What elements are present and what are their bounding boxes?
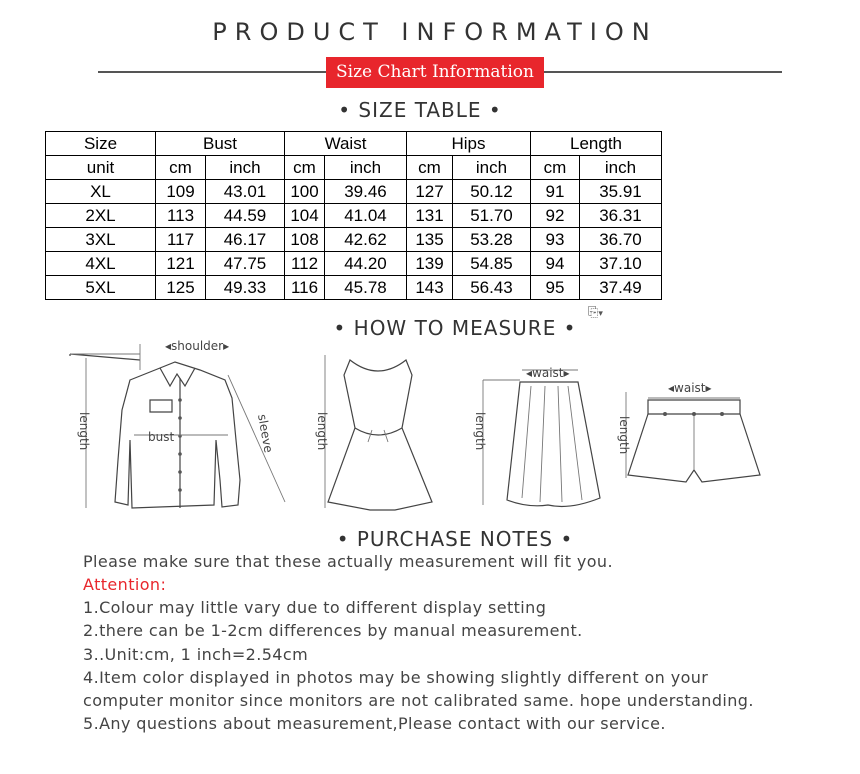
attention-label: Attention: [83, 575, 167, 594]
table-cell: 112 [285, 252, 325, 276]
table-row [46, 228, 662, 252]
table-cell: XL [46, 180, 156, 204]
table-cell: 127 [407, 180, 453, 204]
skirt-length-label: length [473, 412, 487, 451]
sleeve-label: sleeve [255, 413, 276, 454]
table-cell: 44.20 [325, 252, 407, 276]
table-cell: 4XL [46, 252, 156, 276]
note-item: computer monitor since monitors are not calibrated same. hope understanding. [83, 691, 754, 710]
table-row [46, 252, 662, 276]
table-cell: 108 [285, 228, 325, 252]
table-cell: 95 [531, 276, 580, 300]
measure-illustrations [0, 330, 860, 530]
unit-cell: inch [580, 156, 662, 180]
table-cell: 139 [407, 252, 453, 276]
table-cell: 35.91 [580, 180, 662, 204]
header-cell: Bust [156, 132, 285, 156]
unit-cell: unit [46, 156, 156, 180]
table-cell: 56.43 [453, 276, 531, 300]
table-cell: 121 [156, 252, 206, 276]
shorts-waist-label: ◂waist▸ [668, 381, 712, 395]
table-cell: 36.31 [580, 204, 662, 228]
table-cell: 94 [531, 252, 580, 276]
header-cell: Hips [407, 132, 531, 156]
dress-length-label: length [315, 412, 329, 451]
unit-cell: cm [407, 156, 453, 180]
table-cell: 53.28 [453, 228, 531, 252]
unit-cell: inch [325, 156, 407, 180]
unit-cell: cm [156, 156, 206, 180]
skirt-diagram [483, 370, 600, 506]
header-cell: Waist [285, 132, 407, 156]
unit-cell: inch [206, 156, 285, 180]
unit-cell: cm [531, 156, 580, 180]
shirt-length-label: length [77, 412, 91, 451]
table-cell: 91 [531, 180, 580, 204]
page-title: PRODUCT INFORMATION [212, 18, 658, 46]
table-cell: 46.17 [206, 228, 285, 252]
unit-cell: inch [453, 156, 531, 180]
paste-options-icon[interactable]: ⎘▾ [588, 305, 603, 320]
table-cell: 50.12 [453, 180, 531, 204]
table-cell: 45.78 [325, 276, 407, 300]
table-row [46, 204, 662, 228]
table-cell: 93 [531, 228, 580, 252]
bust-label: bust [148, 430, 175, 444]
note-item: 5.Any questions about measurement,Please contact with our service. [83, 714, 666, 733]
table-cell: 36.70 [580, 228, 662, 252]
table-cell: 3XL [46, 228, 156, 252]
table-cell: 47.75 [206, 252, 285, 276]
size-table-heading: • SIZE TABLE • [338, 98, 502, 122]
note-item: 2.there can be 1-2cm differences by manual measurement. [83, 621, 583, 640]
table-cell: 39.46 [325, 180, 407, 204]
table-cell: 51.70 [453, 204, 531, 228]
table-header-row [46, 132, 662, 156]
table-cell: 131 [407, 204, 453, 228]
table-cell: 37.49 [580, 276, 662, 300]
table-cell: 100 [285, 180, 325, 204]
table-cell: 113 [156, 204, 206, 228]
header-cell: Length [531, 132, 662, 156]
dress-diagram [325, 355, 432, 510]
shirt-diagram [70, 344, 285, 508]
table-cell: 117 [156, 228, 206, 252]
table-cell: 2XL [46, 204, 156, 228]
table-cell: 37.10 [580, 252, 662, 276]
skirt-waist-label: ◂waist▸ [526, 366, 570, 380]
table-row [46, 276, 662, 300]
table-cell: 116 [285, 276, 325, 300]
shorts-diagram [626, 392, 760, 482]
table-cell: 54.85 [453, 252, 531, 276]
table-cell: 104 [285, 204, 325, 228]
how-to-measure-heading: • HOW TO MEASURE • [333, 316, 577, 340]
unit-cell: cm [285, 156, 325, 180]
shoulder-label: ◂shoulder▸ [165, 339, 230, 353]
header-cell: Size [46, 132, 156, 156]
note-item: 1.Colour may little vary due to different display setting [83, 598, 547, 617]
note-item: 4.Item color displayed in photos may be showing slightly different on your [83, 668, 709, 687]
purchase-notes-heading: • PURCHASE NOTES • [336, 527, 574, 551]
table-cell: 43.01 [206, 180, 285, 204]
shorts-length-label: length [617, 416, 631, 455]
table-cell: 49.33 [206, 276, 285, 300]
table-cell: 41.04 [325, 204, 407, 228]
table-cell: 135 [407, 228, 453, 252]
table-cell: 5XL [46, 276, 156, 300]
notes-intro: Please make sure that these actually measurement will fit you. [83, 552, 613, 571]
table-cell: 42.62 [325, 228, 407, 252]
table-unit-row [46, 156, 662, 180]
table-cell: 109 [156, 180, 206, 204]
table-cell: 125 [156, 276, 206, 300]
size-table [45, 131, 662, 300]
table-row [46, 180, 662, 204]
note-item: 3..Unit:cm, 1 inch=2.54cm [83, 645, 309, 664]
size-chart-badge: Size Chart Information [326, 57, 544, 88]
table-cell: 92 [531, 204, 580, 228]
table-cell: 143 [407, 276, 453, 300]
table-cell: 44.59 [206, 204, 285, 228]
